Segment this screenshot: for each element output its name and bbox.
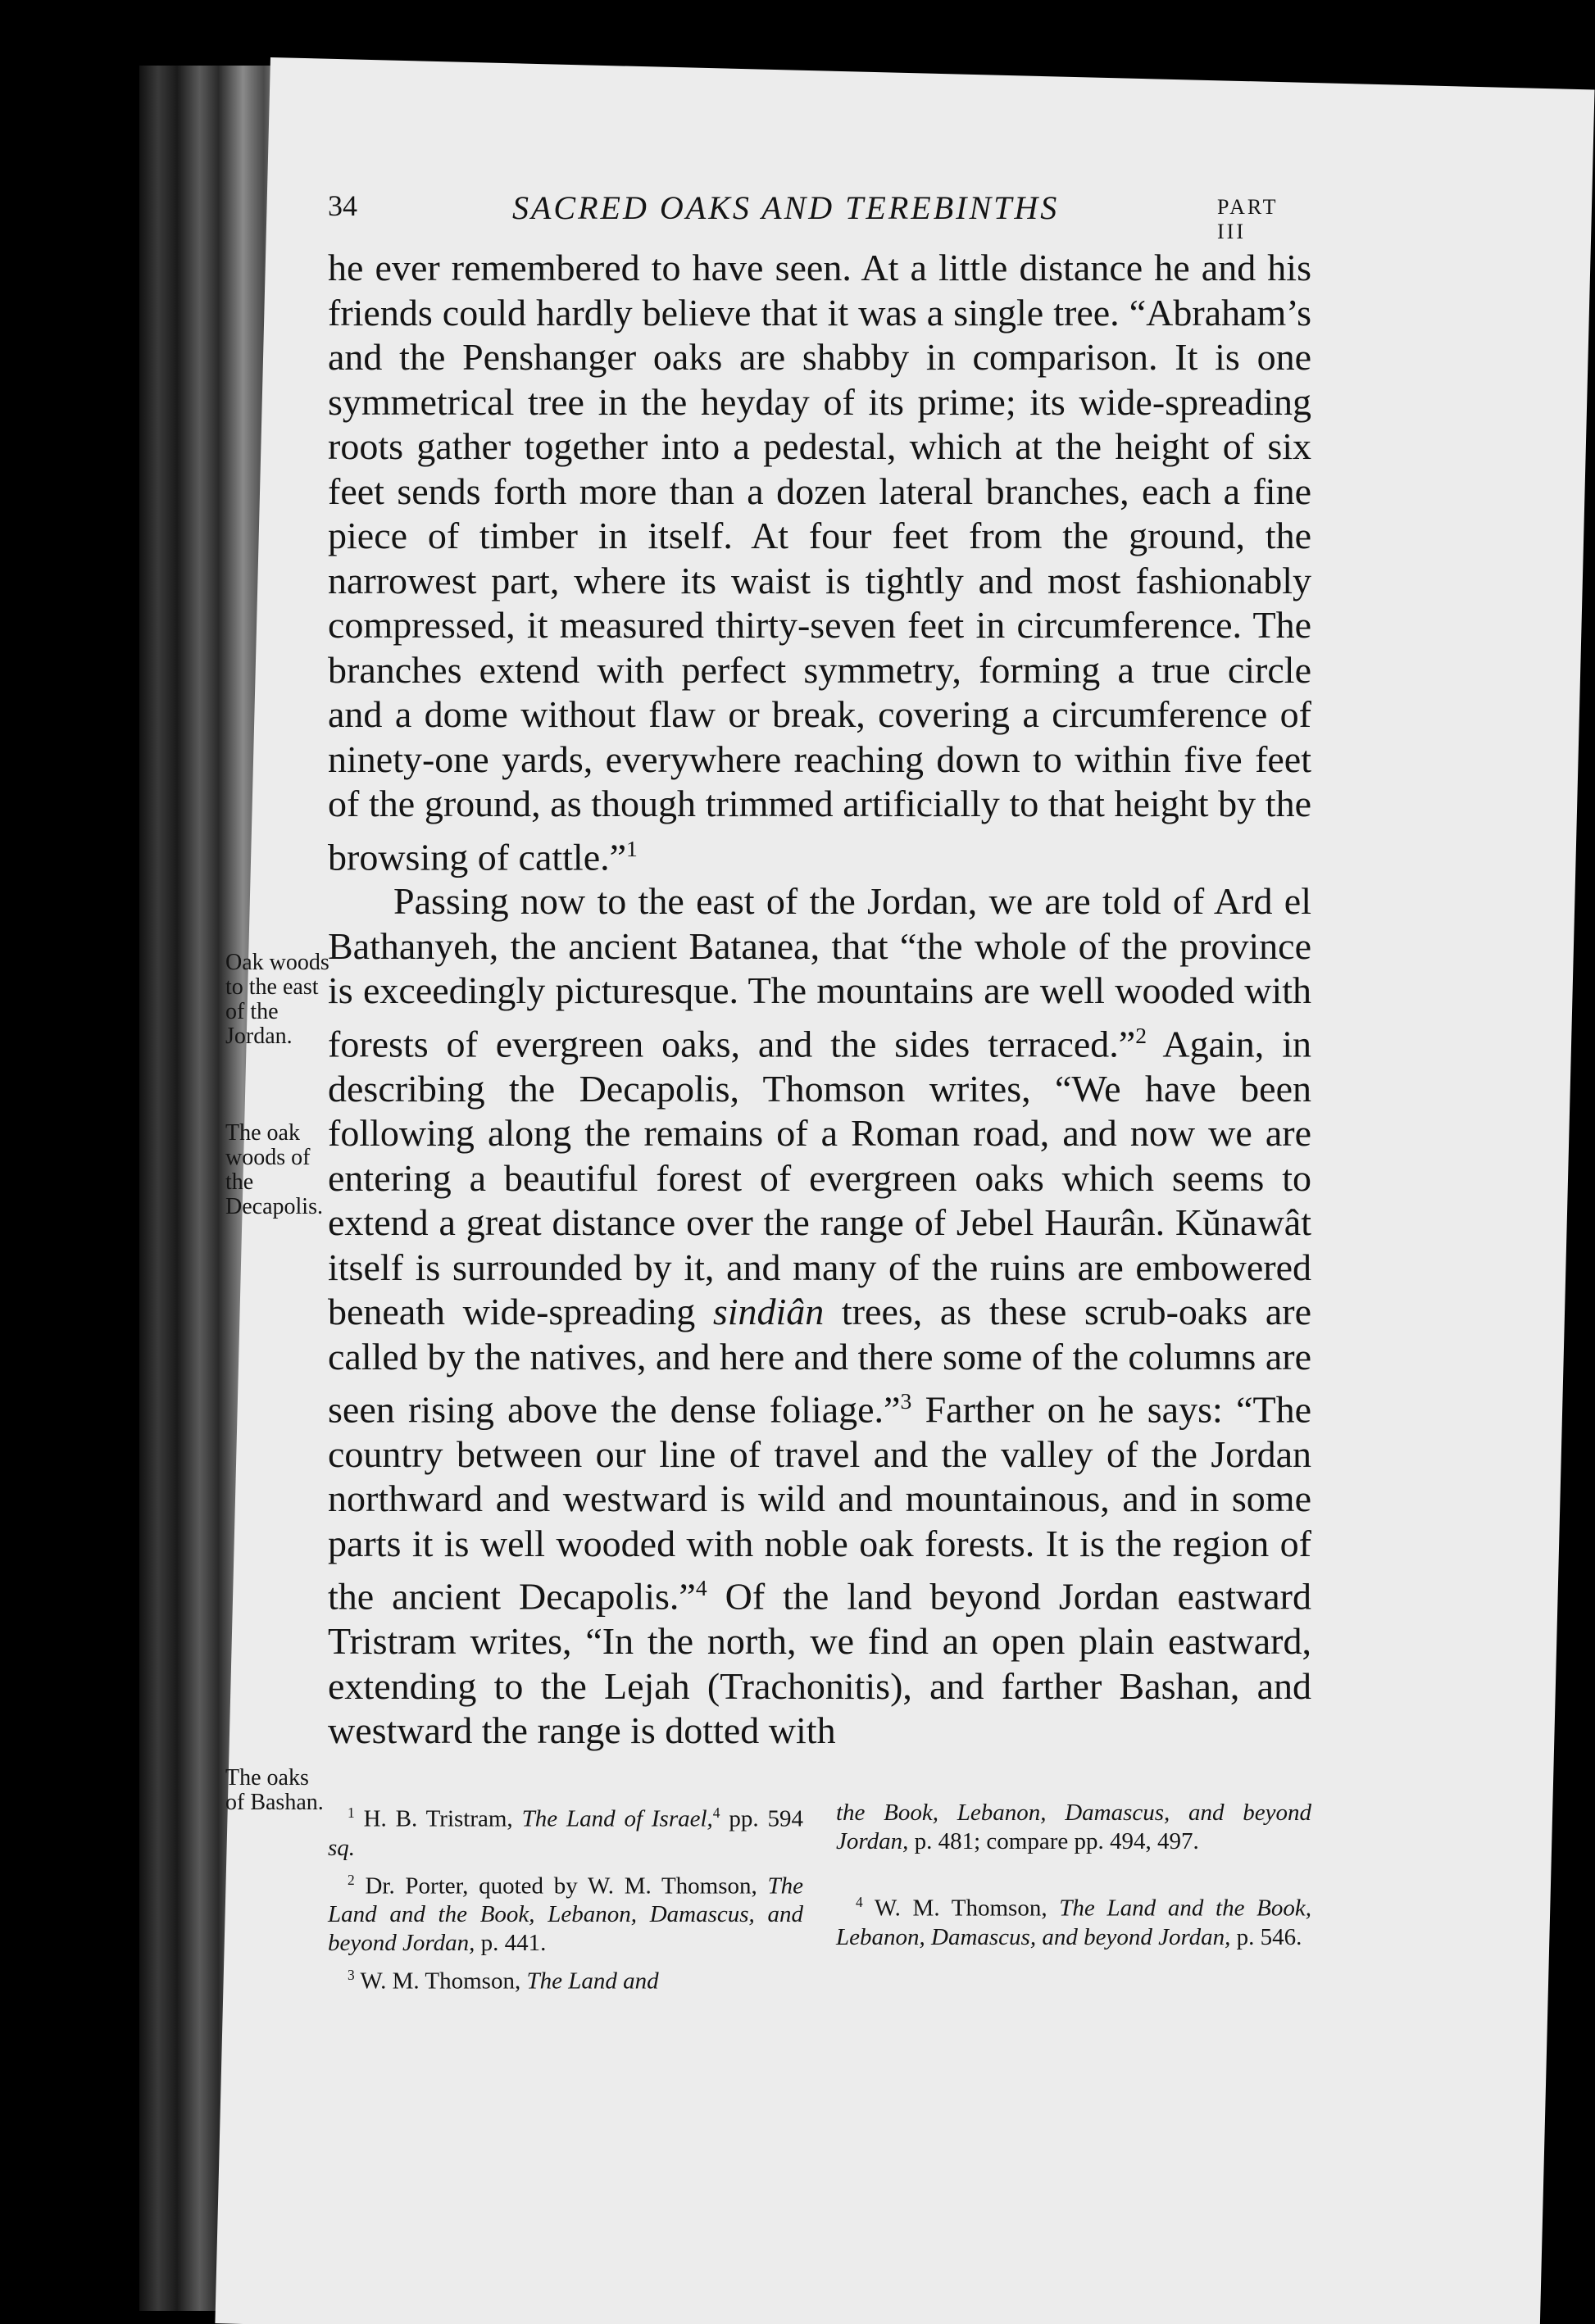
footnote-ref-2: 2 [1135, 1022, 1147, 1048]
footnote-ref-3: 3 [900, 1388, 912, 1414]
paragraph-2-text-b: Again, in describing the Decapolis, Thomson writes, “We have been following along the remains of a Roman road, and now we are entering a beautiful forest of evergreen oaks which seems to extend a great distance over the range of Jebel Haurân. Kŭnawât itself is surrounded by it, and many of the ruins are embowered beneath wide-spreading [328, 1023, 1311, 1333]
footnotes-right-column [836, 1799, 1311, 1955]
paragraph-1-text: he ever remembered to have seen. At a little distance he and his friends could hardly believe that it was a single tree. “Abraham’s and the Penshanger oaks are shabby in comparison. It is one symmetrical tree in the heyday of its prime; its wide-spreading roots gather together into a pedestal, which at the height of six feet sends forth more than a dozen lateral branches, each a fine piece of timber in itself. At four feet from the ground, the narrowest part, where its waist is tightly and most fashionably compressed, it measured thirty-seven feet in circumference. The branches extend with perfect symmetry, forming a true circle and a dome without flaw or break, covering a circumference of ninety-one yards, everywhere reaching down to within five feet of the ground, as though trimmed artificially to that height by the browsing of cattle.” [328, 247, 1311, 878]
footnote-3-text-a: W. M. Thomson, [354, 1968, 527, 1995]
paragraph-2 [328, 879, 1311, 1753]
footnote-4-number: 4 [856, 1894, 863, 1910]
footnote-3-title-a: The Land and [526, 1968, 659, 1995]
main-text [328, 246, 1311, 1754]
footnote-4-title: The Land and the Book, Lebanon, Damascus, and beyond Jordan, [836, 1895, 1311, 1950]
footnote-2-text-a: Dr. Porter, quoted by W. M. Thomson, [354, 1872, 768, 1900]
page-header [328, 188, 1311, 243]
footnote-2-text-b: p. 441. [475, 1930, 547, 1957]
footnote-ref-1: 1 [626, 835, 638, 861]
paragraph-2-text-d: Farther on he says: “The country between our line of travel and the valley of the Jordan northward and westward is wild and mountainous, and in some parts it is well wooded with noble oak forests. It is the region of the ancient Decapolis.” [328, 1388, 1311, 1618]
sidenote-oak-woods-east: Oak woods to the east of the Jordan. [225, 950, 329, 1049]
sidenote-decapolis: The oak woods of the Decapolis. [225, 1120, 323, 1219]
part-label: PART III [1217, 195, 1279, 243]
footnote-3-start [328, 1961, 803, 1996]
footnote-3-continued [836, 1799, 1311, 1856]
page-number: 34 [328, 189, 357, 222]
footnote-4-text-b: p. 546. [1230, 1923, 1302, 1950]
paragraph-1 [328, 246, 1311, 879]
footnote-1-number: 1 [348, 1804, 355, 1821]
footnote-1-text-a: H. B. Tristram, [354, 1805, 522, 1832]
footnote-2-title: The Land and the Book, Lebanon, Damascus, and beyond Jordan, [328, 1872, 803, 1957]
footnote-1-text-b: pp. 594 [720, 1805, 804, 1832]
sindian-italic: sindiân [712, 1291, 825, 1333]
footnote-2 [328, 1866, 803, 1959]
sidenote-bashan: The oaks of Bashan. [225, 1765, 324, 1815]
footnote-3-title-b: the Book, Lebanon, Damascus, and beyond Jordan, [836, 1800, 1311, 1854]
footnote-4-text-a: W. M. Thomson, [862, 1895, 1060, 1922]
footnote-1 [328, 1799, 803, 1863]
footnote-3-text-b: p. 481; compare pp. 494, 497. [908, 1828, 1199, 1854]
footnote-spacer [836, 1859, 1311, 1888]
paragraph-2-text-e: Of the land beyond Jordan eastward Tristram writes, “In the north, we find an open plain eastward, extending to the Lejah (Trachonitis), and farther Bashan, and westward the range is dotted with [328, 1575, 1311, 1752]
footnotes-left-column [328, 1799, 803, 1999]
running-title: SACRED OAKS AND TEREBINTHS [512, 189, 1060, 226]
footnote-3-number: 3 [348, 1967, 355, 1984]
footnote-1-edition: 4 [712, 1804, 720, 1821]
footnote-4 [836, 1888, 1311, 1952]
footnote-ref-4: 4 [695, 1575, 707, 1601]
paragraph-2-text-c: trees, as these scrub-oaks are called by the natives, and here and there some of the columns are seen rising above the dense foliage.” [328, 1291, 1311, 1431]
footnote-1-sq: sq. [328, 1834, 356, 1861]
footnote-1-title: The Land of Israel, [521, 1805, 713, 1832]
footnote-2-number: 2 [348, 1871, 355, 1888]
paragraph-2-text-a: Passing now to the east of the Jordan, we are told of Ard el Bathanyeh, the ancient Batanea, that “the whole of the province is exceedingly picturesque. The mountains are well wooded with forests of evergreen oaks, and the sides terraced.” [328, 880, 1311, 1065]
